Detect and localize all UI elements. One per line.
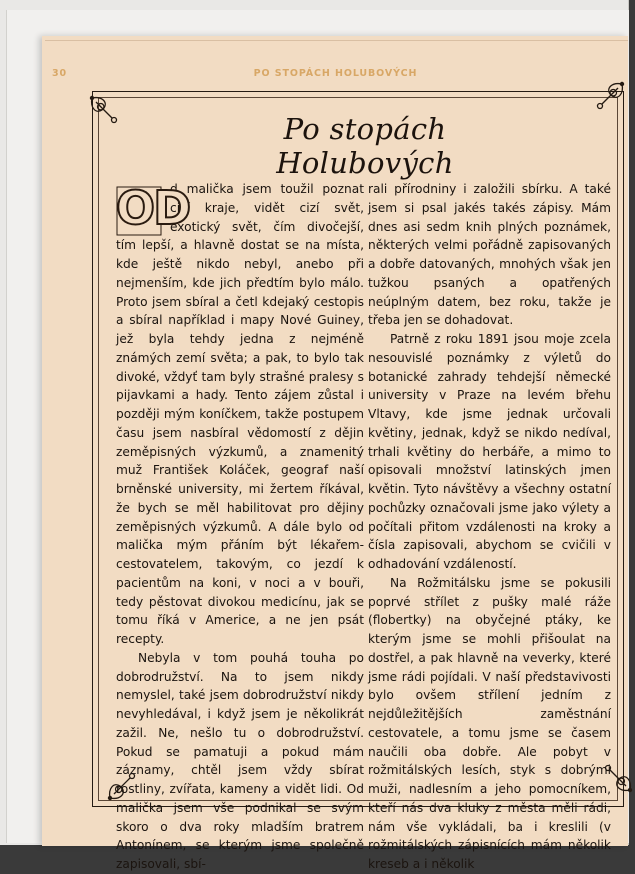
running-head — [48, 68, 623, 82]
corner-ornament-icon — [592, 80, 626, 114]
paragraph: rali přírodniny i založili sbírku. A také jsem si psal jakés takés zápisy. Mám dnes asi sedm knih plných poznámek, některých velmi pořádně zapisovaných a dobře datovaných, mnohých však jen tužkou psaných a opatřených neúplným datem, bez roku, takže je třeba jen se dohadovat. — [368, 182, 611, 328]
paragraph: Na Rožmitálsku jsme se pokusili poprvé střílet z pušky malé ráže (flobertky) na obyčejné ptáky, ke kterým jsme se mohli přišoulat na dostřel, a pak hlavně na veverky, které jsme rádi pojídali. V naší představivosti bylo ovšem střílení jedním z nejdůležitějších zaměstnání cestovatele, a tomu jsme se časem naučili oba dobře. Ale pobyt v rožmitálských lesích, styk s dobrými muži, nadlesním a jeho pomocníkem, kteří nás dva kluky z města měli rádi, nám vše vykládali, ba i kreslili (v rožmitálských zápisnících mám několik kreseb a i několik — [368, 575, 611, 871]
text-column-left — [116, 180, 364, 874]
paragraph: d malička jsem toužil poznat cizí kraje, vidět cizí svět, exotický svět, čím divočejší, tím lepší, a hlavně dostat se na místa, kde ještě nikdo nebyl, anebo při nejmenším, kde jich předtím bylo málo. Proto jsem sbíral a četl kdejaký cestopis a sbíral například i mapy Nové Guiney, jež byla tehdy jedna z nejméně známých zemí světa; a pak, to bylo tak divoké, vždyť tam byly strašné pralesy s pijavkami a hady. Tento zájem zůstal i později mým koníčkem, takže postupem času jsem nasbíral vědomostí z dějin zeměpisných výzkumů, a znamenitý muž František Koláček, geograf naší brněnské university, mi žertem říkával, že bych se měl habilitovat pro dějiny zeměpisných výzkumů. A dále bylo od malička mým přáním být lékařem-cestovatelem, takovým, co jezdí k pacientům na koni, v noci a v bouři, tedy pěstovat divokou medicínu, jak se tomu říká v Americe, a ne jen psát recepty. — [116, 182, 364, 646]
paragraph: Nebyla v tom pouhá touha po dobrodružství. Na to jsem nikdy nemyslel, také jsem dobrodružství nikdy nevyhledával, i když jsem je několikrát zažil. Ne, nešlo tu o dobrodružství. Pokud se pamatuji a pokud mám záznamy, chtěl jsem vždy sbírat rostliny, zvířata, kameny a vidět lidi. Od malička jsem vše podnikal se svým skoro o dva roky mladším bratrem Antonínem, se kterým jsme společně zapisovali, sbí- — [116, 650, 364, 871]
corner-ornament-icon — [88, 94, 122, 128]
chapter-title: Po stopách Holubových — [276, 112, 454, 180]
paragraph: Patrně z roku 1891 jsou moje zcela nesouvislé poznámky z výletů do botanické zahrady tehdejší německé university v Praze na levém břehu Vltavy, kde jsme jednak určovali květiny, jednak, když se nikdo nedíval, trhali květiny do herbáře, a mimo to opisovali množství latinských jmen květin. Tyto návštěvy a všechny ostatní pochůzky označovali jsme jako výlety a počítali přitom vzdálenosti na kroky a čísla zapisovali, abychom se cvičili v odhadování vzdáleností. — [368, 332, 611, 571]
drop-cap — [116, 181, 190, 236]
drop-cap-letters: OD — [116, 181, 190, 235]
page-number: 30 — [52, 68, 68, 79]
text-column-right — [368, 180, 611, 874]
running-title: PO STOPÁCH HOLUBOVÝCH — [253, 68, 418, 79]
page-top-edge — [45, 40, 628, 41]
